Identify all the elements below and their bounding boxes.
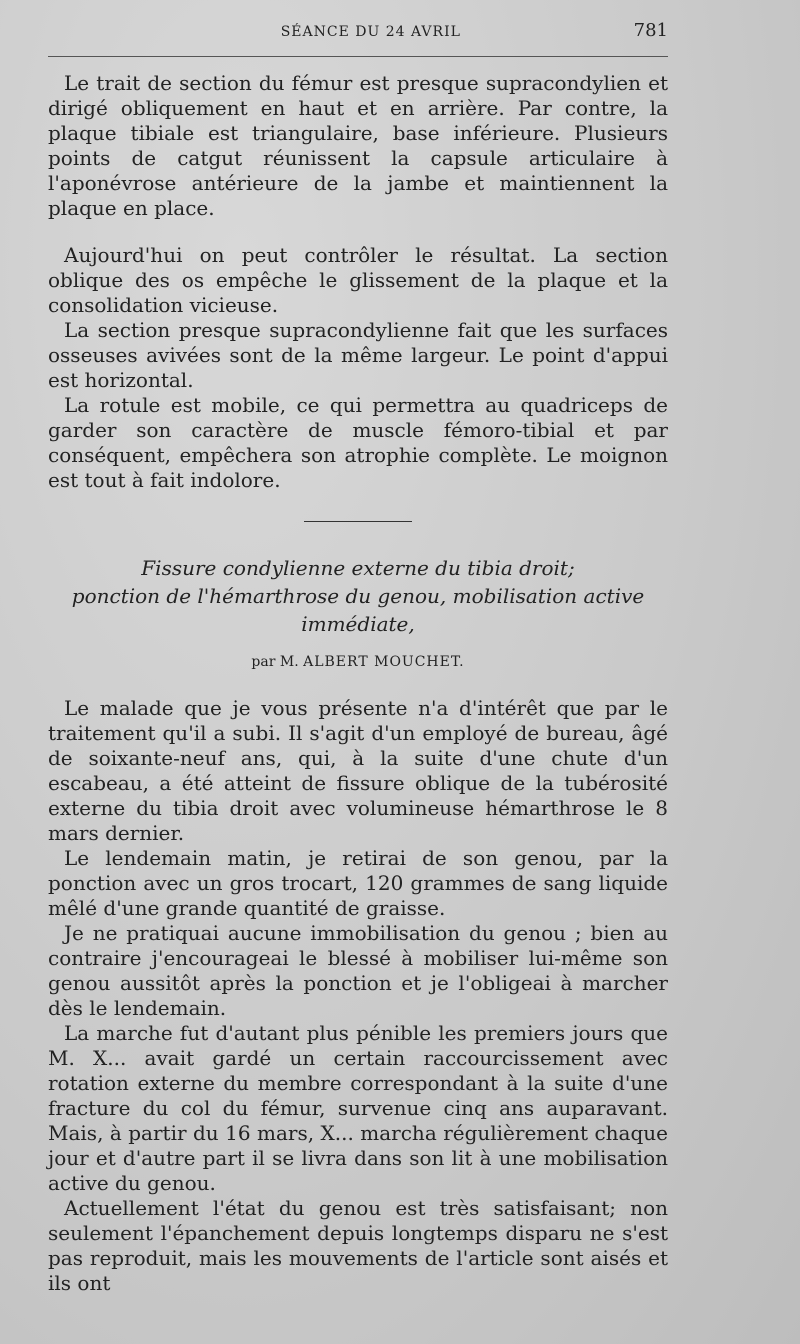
running-header — [48, 14, 668, 48]
article-title-line-1: Fissure condylienne externe du tibia droit; — [141, 556, 575, 580]
article-title — [48, 554, 668, 638]
paragraph: Aujourd'hui on peut contrôler le résultat. La section oblique des os empêche le glissement de la plaque et la consolidation vicieuse. — [48, 243, 668, 317]
article-title-line-2: ponction de l'hémarthrose du genou, mobilisation active immédiate, — [71, 584, 645, 636]
paragraph: La section presque supracondylienne fait que les surfaces osseuses avivées sont de la même largeur. Le point d'appui est horizontal. — [48, 318, 668, 392]
paragraph: Actuellement l'état du genou est très satisfaisant; non seulement l'épanchement depuis longtemps disparu ne s'est pas reproduit, mais les mouvements de l'article sont aisés et ils ont — [48, 1196, 668, 1295]
page — [48, 14, 668, 1296]
section-divider — [304, 521, 412, 522]
running-title: SÉANCE DU 24 AVRIL — [280, 24, 461, 40]
paragraph: Le malade que je vous présente n'a d'intérêt que par le traitement qu'il a subi. Il s'agit d'un employé de bureau, âgé de soixante-neuf ans, qui, à la suite d'une chute d'un escabeau, a été atteint de fissure oblique de la tubérosité externe du tibia droit avec volumineuse hémarthrose le 8 mars dernier. — [48, 696, 668, 845]
paragraph: Je ne pratiquai aucune immobilisation du genou ; bien au contraire j'encourageai le blessé à mobiliser lui-même son genou aussitôt après la ponction et je l'obligeai à marcher dès le lendemain. — [48, 921, 668, 1020]
paragraph: La marche fut d'autant plus pénible les premiers jours que M. X... avait gardé un certain raccourcissement avec rotation externe du membre correspondant à la suite d'une fracture du col du fémur, survenue cinq ans auparavant. Mais, à partir du 16 mars, X... marcha régulièrement chaque jour et d'autre part il se livra dans son lit à une mobilisation active du genou. — [48, 1021, 668, 1195]
byline-prefix: par M. — [251, 654, 299, 670]
author-name: ALBERT MOUCHET. — [303, 654, 465, 670]
paragraph-gap — [48, 221, 668, 243]
paragraph: Le lendemain matin, je retirai de son genou, par la ponction avec un gros trocart, 120 grammes de sang liquide mêlé d'une grande quantité de graisse. — [48, 846, 668, 920]
page-number: 781 — [633, 20, 668, 41]
paragraph: Le trait de section du fémur est presque supracondylien et dirigé obliquement en haut et en arrière. Par contre, la plaque tibiale est triangulaire, base inférieure. Plusieurs points de catgut réunissent la capsule articulaire à l'aponévrose antérieure de la jambe et maintiennent la plaque en place. — [48, 71, 668, 220]
byline — [48, 654, 668, 670]
header-rule — [48, 56, 668, 57]
paragraph: La rotule est mobile, ce qui permettra au quadriceps de garder son caractère de muscle fémoro-tibial et par conséquent, empêchera son atrophie complète. Le moignon est tout à fait indolore. — [48, 393, 668, 492]
